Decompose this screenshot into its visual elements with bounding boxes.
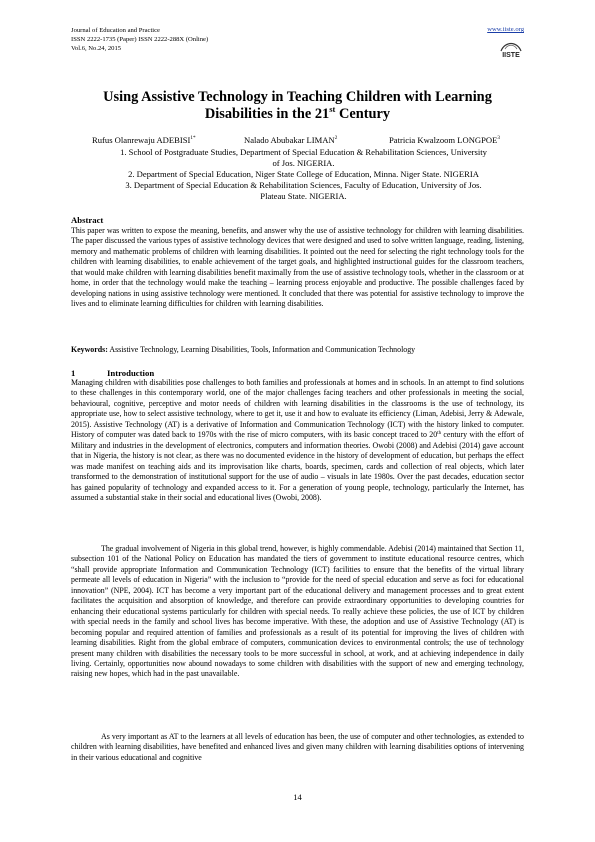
author-2: Nalado Abubakar LIMAN$^2$ xyxy=(244,135,338,145)
intro-paragraph-3: As very important as AT to the learners at all levels of education has been, the use of computer and other technologies, as extended to children with learning disabilities, have benefited and enhanced lives and given many children with learning disabilities options of intervening in their various educational and cognitive xyxy=(71,732,524,762)
journal-name: Journal of Education and Practice xyxy=(71,27,160,34)
affiliation-2: 2. Department of Special Education, Niger State College of Education, Minna. Niger State. NIGERIA xyxy=(128,169,479,179)
keywords-list: Assistive Technology, Learning Disabilities, Tools, Information and Communication Technology xyxy=(107,345,416,354)
keywords xyxy=(71,345,524,355)
paper-title xyxy=(71,89,524,123)
affiliation-1: 1. School of Postgraduate Studies, Department of Special Education & Rehabilitation Sciences, University of Jos. NIGERIA. xyxy=(120,147,487,168)
journal-volume: Vol.6, No.24, 2015 xyxy=(71,45,122,52)
title-line-2: Disabilities in the 21st Century xyxy=(204,104,391,122)
logo-text: IISTE xyxy=(502,52,520,59)
page-number: 14 xyxy=(293,792,302,802)
author-list xyxy=(0,135,595,147)
journal-issn: ISSN 2222-1735 (Paper) ISSN 2222-288X (Online) xyxy=(71,36,209,43)
introduction-heading: Introduction xyxy=(107,368,155,378)
abstract-text: This paper was written to expose the meaning, benefits, and answer why the use of assistive technology for children with learning disabilities. The paper discussed the various types of assistive technology devices that were designed and used to solve written language, reading, listening, memory and mathematic problems of children with learning disabilities. It pointed out the need for selecting the right technology tools for the children with learning disabilities, to enable achievement of the target goals, and highlighted instructional guides for the classroom teachers, that would make children with learning disabilities benefit maximally from the use of assistive technology tools, whether in the classroom or at home, in order that the technology would make the teaching – learning process enjoyable and productive. The possible challenges faced by developing nations in using assistive technology were mentioned. It concluded that there was potential for assistive technology to improve the lives and to eliminate learning difficulties for children with learning disabilities. xyxy=(71,226,524,309)
intro-paragraph-2: The gradual involvement of Nigeria in this global trend, however, is highly commendable. Adebisi (2014) maintained that Section 11, subsection 101 of the National Policy on Education has mandated the tiers of government to institute educational resource centres, which “shall provide appropriate Information and Communication Technology (ICT) facilities to ensure that the benefits of the virtual library permeate all levels of education in Nigeria” with the inclusion to “provide for the need of special education and serve as foci for educational innovation” (NPE, 2004). ICT has become a very important part of the educational delivery and management processes and to great extent facilitates the acquisition and absorption of knowledge, and therefore can provide extraordinary opportunities to developing countries for enhancing their educational systems particularly for children with special needs. To really achieve these policies, the use of ICT by children with special needs in the family and school lives has become imperative. With these, the adoption and use of Assistive Technology (AT) is becoming popular and required attention of families and professionals as a result of its potential for improving the lives of children with learning disabilities. Right from the global embrace of computers, communication devices to environmental controls; the use of technology present many children with disabilities the necessary tools to be more successful in school, at work, and at achieving independence in daily living. Certainly, opportunities now abound nowadays to some children with disabilities with the support of new and emerging technology, raising new hopes, which had in the past unavailable. xyxy=(71,544,524,679)
intro-paragraph-1: Managing children with disabilities pose challenges to both families and professionals at homes and in schools. In an attempt to find solutions to these challenges in this contemporary world, one of the major challenges facing teachers and other professionals in meeting the social, behavioural, cognitive, perceptive and motor needs of children with learning disabilities in the classrooms is the use of technology, its appropriate use, how to select assistive technology, where to get it, use it and how to evaluate its efficiency (Liman, Adebisi, Jerry & Adewale, 2015). Assistive Technology (AT) is a derivative of Information and Communication Technology (ICT) with the history linked to computer. History of computer was dated back to 1970s with the rise of micro computers, with its basic concept traced to 20th century with the effort of Military and industries in the development of electronics, computers and information theories. Owobi (2008) and Adebisi (2014) gave account that in Nigeria, the history is not clear, as there was no documented evidence in the history of development of education, but perhaps the effect was made manifest on teaching aids and its improvisation like charts, boards, specimen, cards and collection of real objects, which later transformed to the demonstration of institutional support for the use of audio – visuals in late 1980s. Over the past decades, education sector has gained popularity of technology and expanded access to it. For a generation of young people, technology, particularly the Internet, has assumed a substantial stake in their social and educational lives (Owobi, 2008). xyxy=(71,378,524,502)
affiliation-3: 3. Department of Special Education & Rehabilitation Sciences, Faculty of Education, University of Jos. Plateau State. NIGERIA. xyxy=(125,180,482,201)
section-number: 1 xyxy=(71,368,76,378)
author-1: Rufus Olanrewaju $ADEBISI^{1*}$ xyxy=(92,135,196,145)
journal-url-link[interactable]: www.iiste.org xyxy=(487,26,524,33)
keywords-label: Keywords: xyxy=(71,345,108,354)
iiste-logo xyxy=(499,37,523,59)
author-3: Patricia Kwalzoom LONGPOE$^3$ xyxy=(389,135,500,145)
title-line-1: Using Assistive Technology in Teaching Children with Learning xyxy=(103,89,492,105)
abstract-heading: Abstract xyxy=(71,215,104,225)
